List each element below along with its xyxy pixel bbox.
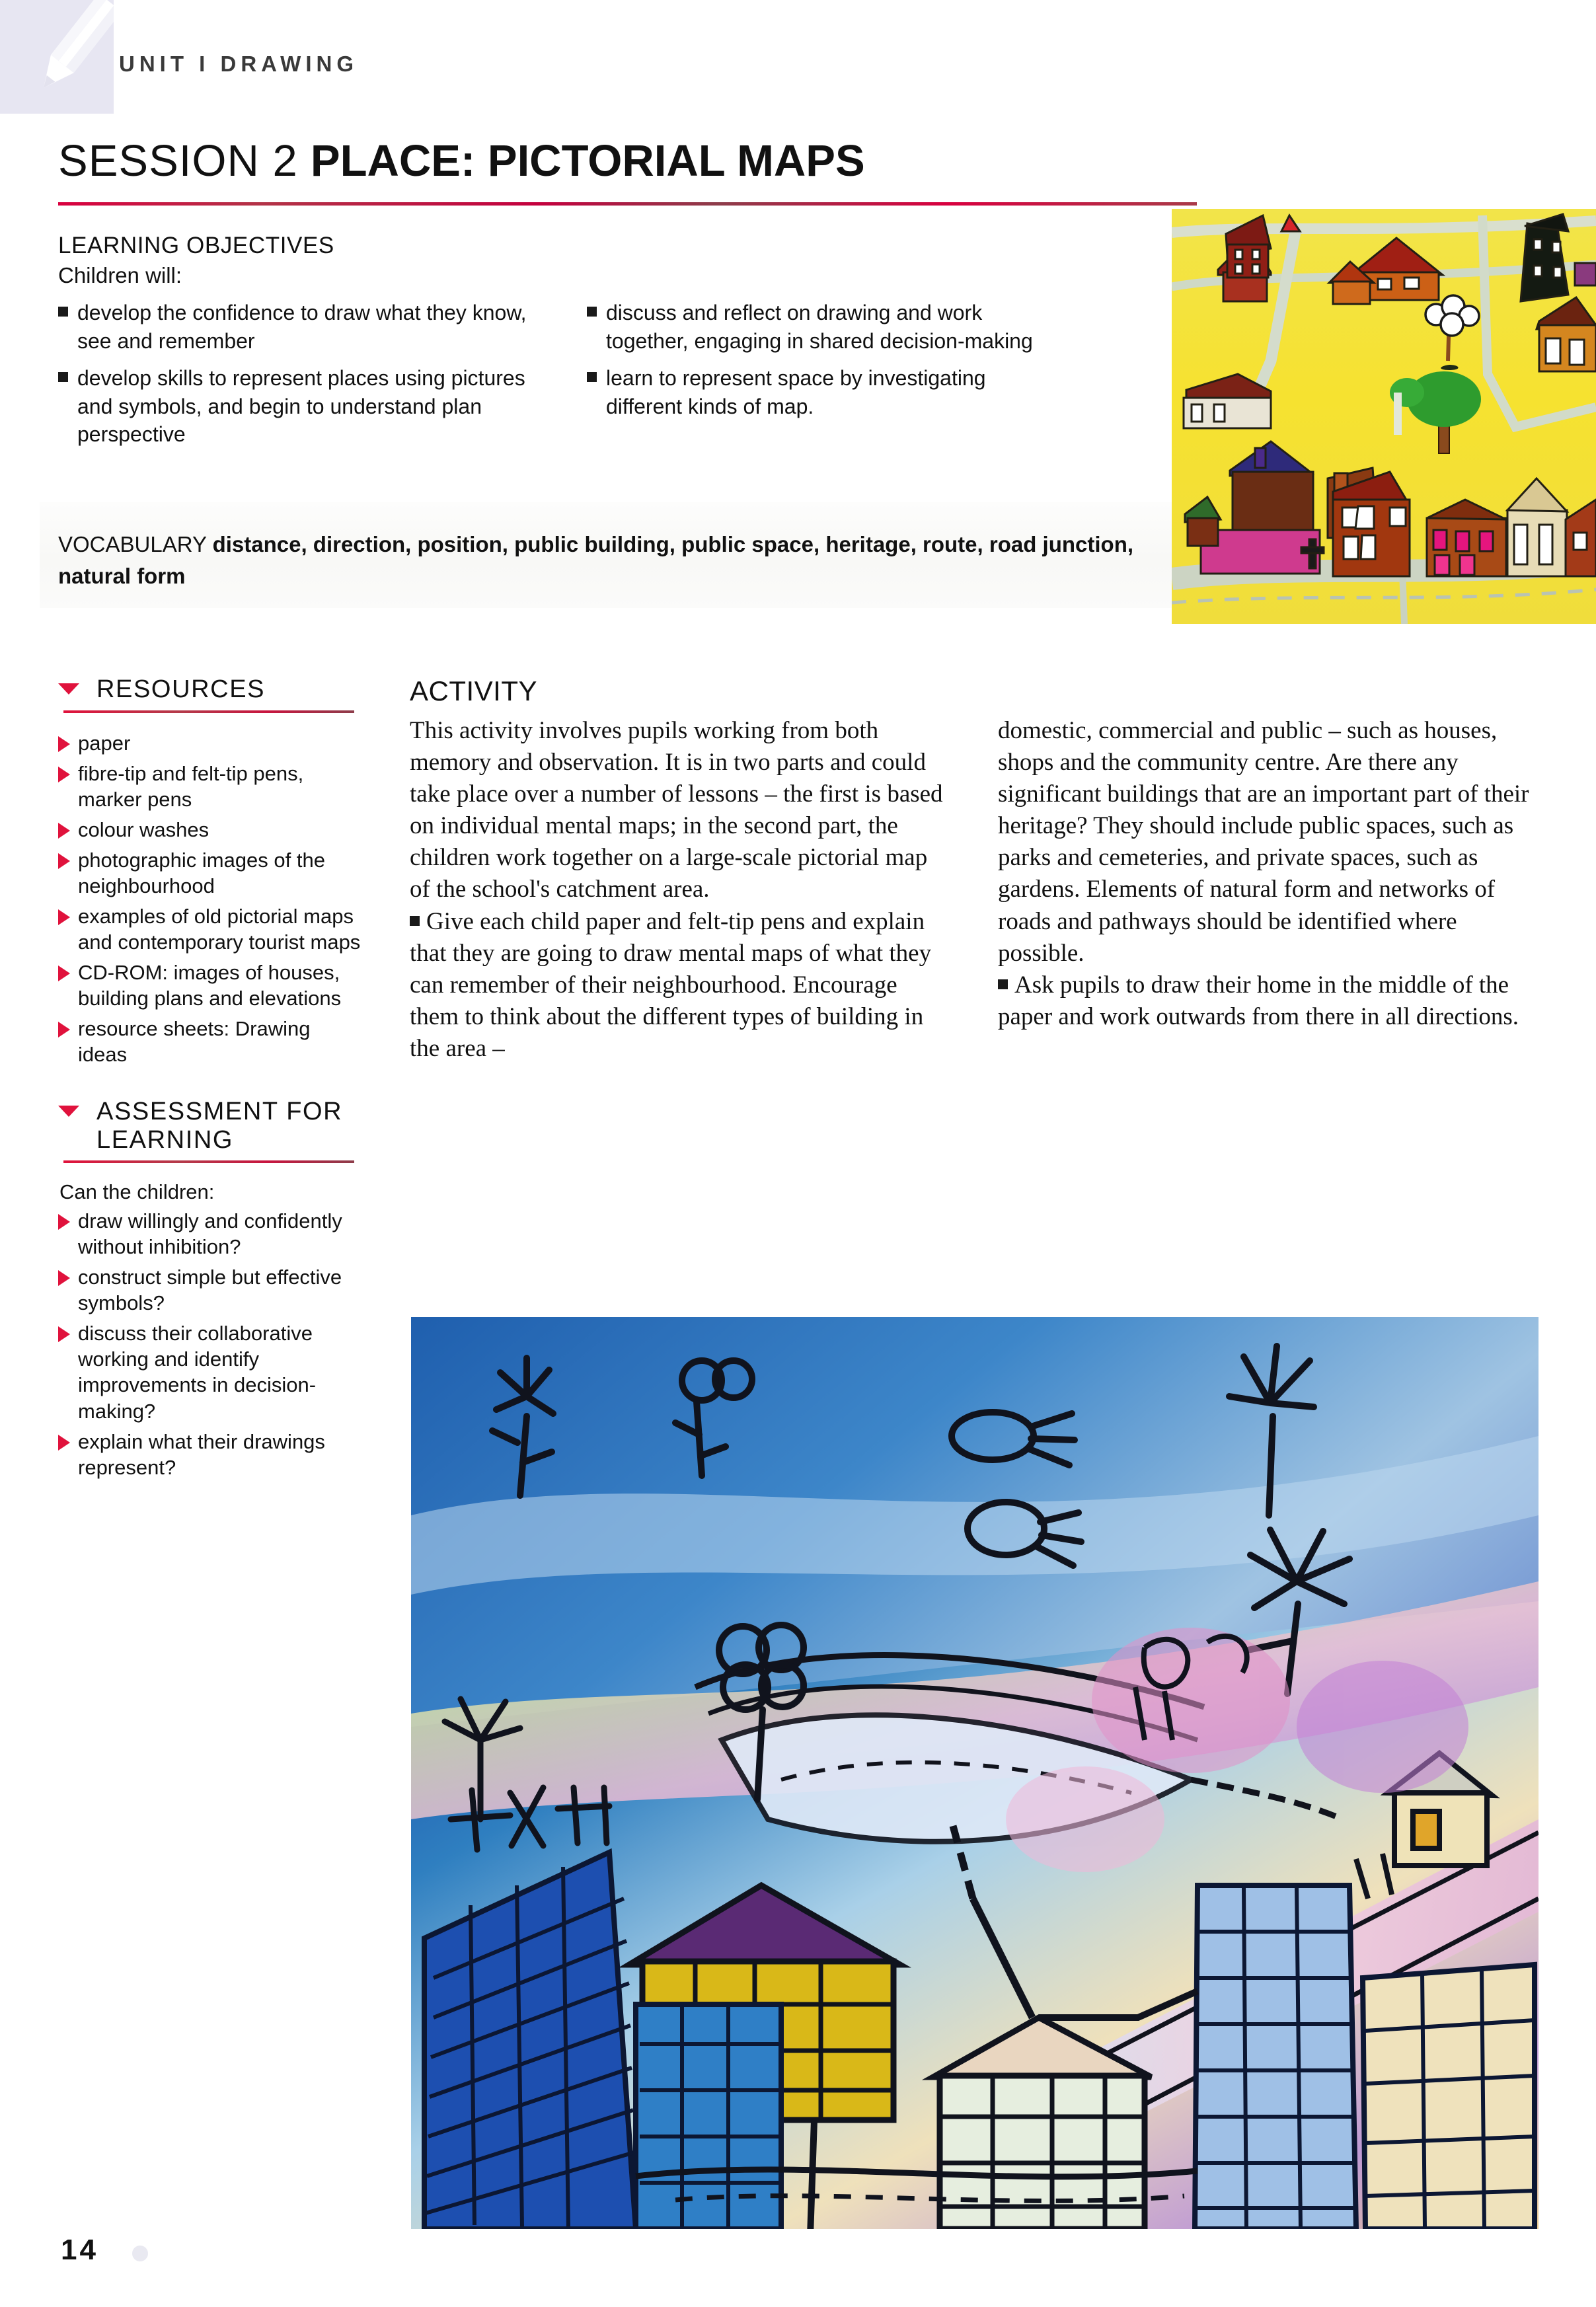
assessment-text: construct simple but effective symbols?: [78, 1266, 342, 1315]
assessment-list: [52, 1208, 362, 1480]
list-item: [52, 1208, 362, 1260]
objective-text: develop skills to represent places using pictures and symbols, and begin to understand plan perspective: [77, 366, 525, 447]
objective-text: develop the confidence to draw what they know, see and remember: [77, 301, 527, 353]
page-number: 14: [61, 2234, 98, 2266]
objectives-column-left: [58, 299, 534, 458]
activity-bullet-text: Give each child paper and felt-tip pens and explain that they are going to draw mental maps of what they can remember of their neighbourhood. Encourage them to think about the different types of building in the area –: [410, 907, 932, 1062]
objective-item: [58, 299, 534, 355]
list-item: [52, 730, 362, 756]
list-item: [52, 960, 362, 1011]
resources-heading-label: RESOURCES: [96, 675, 266, 703]
activity-column-right: [998, 715, 1540, 1033]
activity-paragraph: domestic, commercial and public – such as houses, shops and the community centre. Are there any significant buildings that are an important part of their heritage? They should include public spaces, such as parks and cemeteries, and private spaces, such as gardens. Elements of natural form and networks of roads and pathways should be identified where possible.: [998, 717, 1529, 967]
blue-map-illustration: [411, 1317, 1539, 2229]
triangle-right-icon: [58, 1214, 70, 1230]
triangle-right-icon: [58, 965, 70, 981]
triangle-down-icon: [58, 683, 79, 695]
sidebar: [52, 675, 362, 1485]
triangle-right-icon: [58, 909, 70, 925]
assessment-heading-label: ASSESSMENT FOR LEARNING: [96, 1098, 343, 1154]
triangle-down-icon: [58, 1106, 79, 1117]
activity-heading: ACTIVITY: [410, 675, 538, 706]
objective-item: [58, 364, 534, 449]
list-item: [52, 1016, 362, 1067]
objective-item: [587, 364, 1063, 420]
resource-text: resource sheets: Drawing ideas: [78, 1017, 311, 1067]
objective-item: [587, 299, 1063, 355]
vocabulary-label: VOCABULARY: [58, 532, 207, 556]
activity-bullet-text: Ask pupils to draw their home in the middle of the paper and work outwards from there in all directions.: [998, 971, 1519, 1030]
resources-section: [52, 675, 362, 1067]
square-bullet-icon: [58, 307, 68, 317]
resource-text: photographic images of the neighbourhood: [78, 848, 325, 897]
learning-objectives-intro: Children will:: [58, 263, 182, 287]
corner-tab: [0, 0, 114, 114]
resources-divider: [63, 710, 354, 713]
list-item: [52, 761, 362, 812]
resource-text: examples of old pictorial maps and contemporary tourist maps: [78, 904, 361, 954]
yellow-map-illustration: [1172, 209, 1596, 624]
resources-heading: [52, 675, 362, 704]
page-title: [58, 135, 865, 186]
triangle-right-icon: [58, 823, 70, 839]
footer-dot: [132, 2246, 148, 2261]
session-label: SESSION 2: [58, 136, 298, 186]
resource-text: fibre-tip and felt-tip pens, marker pens: [78, 761, 304, 811]
learning-objectives-heading: LEARNING OBJECTIVES: [58, 233, 334, 258]
assessment-text: draw willingly and confidently without inhibition?: [78, 1209, 342, 1259]
resource-text: CD-ROM: images of houses, building plans and elevations: [78, 960, 342, 1010]
resource-text: paper: [78, 731, 131, 755]
assessment-section: [52, 1098, 362, 1480]
list-item: [52, 817, 362, 843]
square-bullet-icon: [587, 307, 597, 317]
triangle-right-icon: [58, 1326, 70, 1342]
triangle-right-icon: [58, 1022, 70, 1038]
assessment-heading: [52, 1098, 362, 1154]
vocabulary-text: [58, 529, 1135, 592]
square-bullet-icon: [587, 372, 597, 382]
assessment-text: explain what their drawings represent?: [78, 1429, 325, 1479]
resource-text: colour washes: [78, 817, 209, 841]
unit-kicker: UNIT I DRAWING: [119, 52, 358, 76]
top-artwork-pictorial-map: [1172, 209, 1596, 624]
vocabulary-words: distance, direction, position, public building, public space, heritage, route, road junction, natural form: [58, 532, 1134, 588]
assessment-text: discuss their collaborative working and identify improvements in decision-making?: [78, 1322, 317, 1423]
activity-paragraph: This activity involves pupils working from both memory and observation. It is in two parts and could take place over a number of lessons – the first is based on individual mental maps; in the second part, the children work together on a large-scale pictorial map of the school's catchment area.: [410, 717, 943, 903]
activity-column-left: [410, 715, 945, 1065]
title-divider: [58, 202, 1197, 206]
pencil-icon: [3, 0, 114, 114]
list-item: [52, 903, 362, 955]
list-item: [52, 1429, 362, 1480]
objective-text: discuss and reflect on drawing and work together, engaging in shared decision-making: [606, 301, 1033, 353]
square-bullet-icon: [58, 372, 68, 382]
triangle-right-icon: [58, 736, 70, 752]
assessment-intro: Can the children:: [59, 1180, 215, 1204]
objectives-column-right: [587, 299, 1063, 458]
objective-text: learn to represent space by investigating different kinds of map.: [606, 366, 986, 418]
assessment-divider: [63, 1160, 354, 1163]
list-item: [52, 1264, 362, 1316]
bottom-artwork-pictorial-map: [411, 1317, 1539, 2229]
triangle-right-icon: [58, 1270, 70, 1286]
activity-bullet-paragraph: [998, 969, 1540, 1033]
list-item: [52, 847, 362, 899]
square-bullet-icon: [410, 916, 420, 926]
learning-objectives-block: [58, 233, 1069, 458]
list-item: [52, 1320, 362, 1423]
resources-list: [52, 730, 362, 1068]
session-title-text: PLACE: PICTORIAL MAPS: [310, 136, 865, 186]
activity-bullet-paragraph: [410, 906, 945, 1065]
square-bullet-icon: [998, 979, 1008, 989]
triangle-right-icon: [58, 767, 70, 782]
triangle-right-icon: [58, 853, 70, 869]
triangle-right-icon: [58, 1435, 70, 1451]
